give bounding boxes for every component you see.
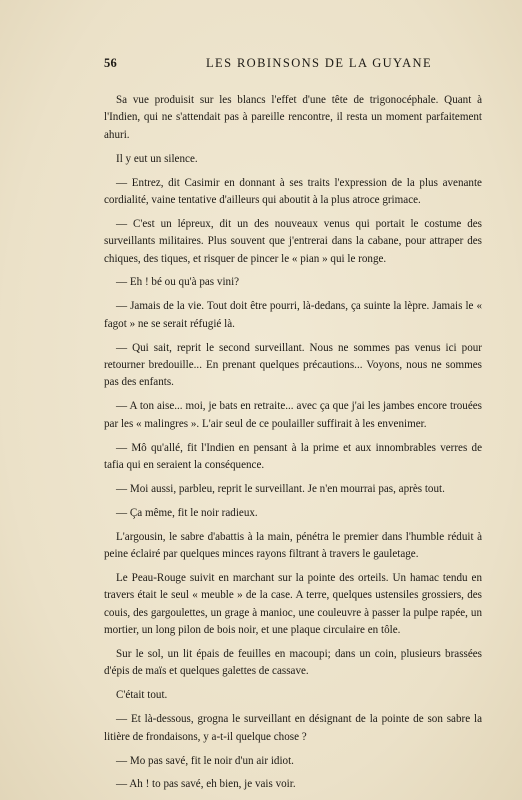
paragraph: — Entrez, dit Casimir en donnant à ses traits l'expression de la plus avenante cordialité, vaine tentative d'ailleurs qui aboutit à la plus atroce grimace.	[104, 176, 482, 206]
paragraph: — Eh ! bé ou qu'à pas vini?	[116, 276, 240, 289]
paragraph: — Et là-dessous, grogna le surveillant en désignant de la pointe de son sabre la litière de frondaisons, y a-t-il quelque chose ?	[104, 713, 482, 743]
paragraph: Il y eut un silence.	[116, 152, 198, 165]
paragraph: Sur le sol, un lit épais de feuilles en macoupi; dans un coin, plusieurs brassées d'épis de maïs et quelques galettes de cassave.	[104, 648, 482, 678]
paragraph: L'argousin, le sabre d'abattis à la main, pénétra le premier dans l'humble réduit à peine éclairé par quelques minces rayons filtrant à travers le gauletage.	[104, 530, 482, 561]
paragraph: — Moi aussi, parbleu, reprit le surveillant. Je n'en mourrai pas, après tout.	[116, 482, 445, 495]
paragraph: — Ah ! to pas savé, eh bien, je vais voir.	[116, 778, 296, 791]
paragraph: C'était tout.	[116, 689, 168, 702]
page-header	[104, 56, 482, 76]
page-number: 56	[104, 56, 118, 70]
paragraph: — Mô qu'allé, fit l'Indien en pensant à la prime et aux innombrables verres de tafia qui en seraient la conséquence.	[104, 441, 482, 471]
paragraph: — Ça même, fit le noir radieux.	[116, 506, 258, 519]
paragraph: Le Peau-Rouge suivit en marchant sur la pointe des orteils. Un hamac tendu en travers était le seul « meuble » de la case. A terre, quelques ustensiles grossiers, des couis, des gargoulettes, un grage à manioc, une couleuvre à passer la pulpe rapée, un mortier, un long pilon de bois noir, et une plaque circulaire en tôle.	[104, 572, 482, 637]
paragraph: — A ton aise... moi, je bats en retraite... avec ça que j'ai les jambes encore trouées par les « malingres ». L'air seul de ce poulailler suffirait à les envenimer.	[104, 400, 482, 430]
paragraph: Sa vue produisit sur les blancs l'effet d'une tête de trigonocéphale. Quant à l'Indien, qui ne s'attendait pas à pareille rencontre, il resta un moment parfaitement ahuri.	[104, 94, 482, 141]
paragraph: — Qui sait, reprit le second surveillant. Nous ne sommes pas venus ici pour retourner bredouille... En prenant quelques précautions... Voyons, nous ne sommes pas des enfants.	[104, 341, 482, 389]
paragraph: — Jamais de la vie. Tout doit être pourri, là-dedans, ça suinte la lèpre. Jamais le « fagot » ne se serait réfugié là.	[104, 300, 482, 330]
body-text	[104, 92, 482, 800]
paragraph: — Mo pas savé, fit le noir d'un air idiot.	[116, 754, 294, 767]
running-title: LES ROBINSONS DE LA GUYANE	[206, 56, 432, 70]
paragraph: — C'est un lépreux, dit un des nouveaux venus qui portait le costume des surveillants militaires. Plus souvent que j'entrerai dans la cabane, pour attraper des chiques, des tiques, et risquer de pincer le « pian » qui le ronge.	[104, 217, 482, 265]
